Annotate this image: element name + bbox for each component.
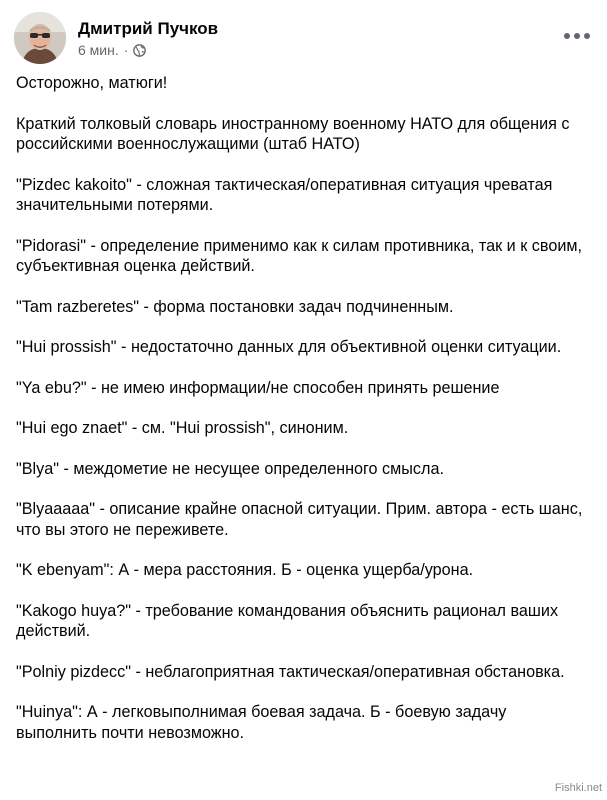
post-paragraph: "K ebenyam": А - мера расстояния. Б - оценка ущерба/урона.: [16, 561, 474, 579]
post-subline: [78, 41, 218, 59]
post-paragraph: "Polniy pizdecc" - неблагоприятная тактическая/оперативная обстановка.: [16, 662, 565, 681]
post-paragraph: "Tam razberetes" - форма постановки задач подчиненным.: [16, 297, 454, 316]
post-paragraph: "Pidorasi" - определение применимо как к силам противника, так и к своим, субъективная оценка действий.: [16, 236, 582, 275]
post-text: [16, 73, 591, 763]
post-header: [14, 12, 218, 64]
post-paragraph: "Ya ebu?" - не имею информации/не способен принять решение: [16, 378, 500, 397]
separator-dot: ·: [123, 41, 129, 58]
post-paragraph: "Blya" - междометие не несущее определенного смысла.: [16, 459, 444, 478]
post-paragraph: "Hui prossish" - недостаточно данных для объективной оценки ситуации.: [16, 338, 562, 356]
avatar-photo: [14, 12, 66, 64]
post-options-button[interactable]: [557, 18, 597, 54]
avatar[interactable]: [14, 12, 66, 64]
post-paragraph: Осторожно, матюги!: [16, 74, 168, 92]
post-paragraph: "Kakogo huya?" - требование командования объяснить рационал ваших действий.: [16, 601, 559, 640]
author-name[interactable]: Дмитрий Пучков: [78, 18, 219, 38]
post-paragraph: "Huinya": А - легковыполнимая боевая задача. Б - боевую задачу выполнить почти невозможно.: [16, 703, 507, 742]
more-dots-icon: [564, 33, 590, 39]
post-meta: [78, 18, 218, 59]
post-time[interactable]: 6 мин.: [78, 41, 119, 58]
post-paragraph: "Blyaaaaa" - описание крайне опасной ситуации. Прим. автора - есть шанс, что вы этого не переживете.: [16, 500, 583, 539]
globe-icon: [133, 43, 146, 56]
watermark: Fishki.net: [554, 782, 602, 794]
post-paragraph: Краткий толковый словарь иностранному военному НАТО для общения с российскими военнослужащими (штаб НАТО): [16, 114, 570, 153]
post-paragraph: "Hui ego znaet" - см. "Hui prossish", синоним.: [16, 419, 349, 437]
post-paragraph: "Pizdec kakoito" - сложная тактическая/оперативная ситуация чреватая значительными потерями.: [16, 175, 553, 214]
